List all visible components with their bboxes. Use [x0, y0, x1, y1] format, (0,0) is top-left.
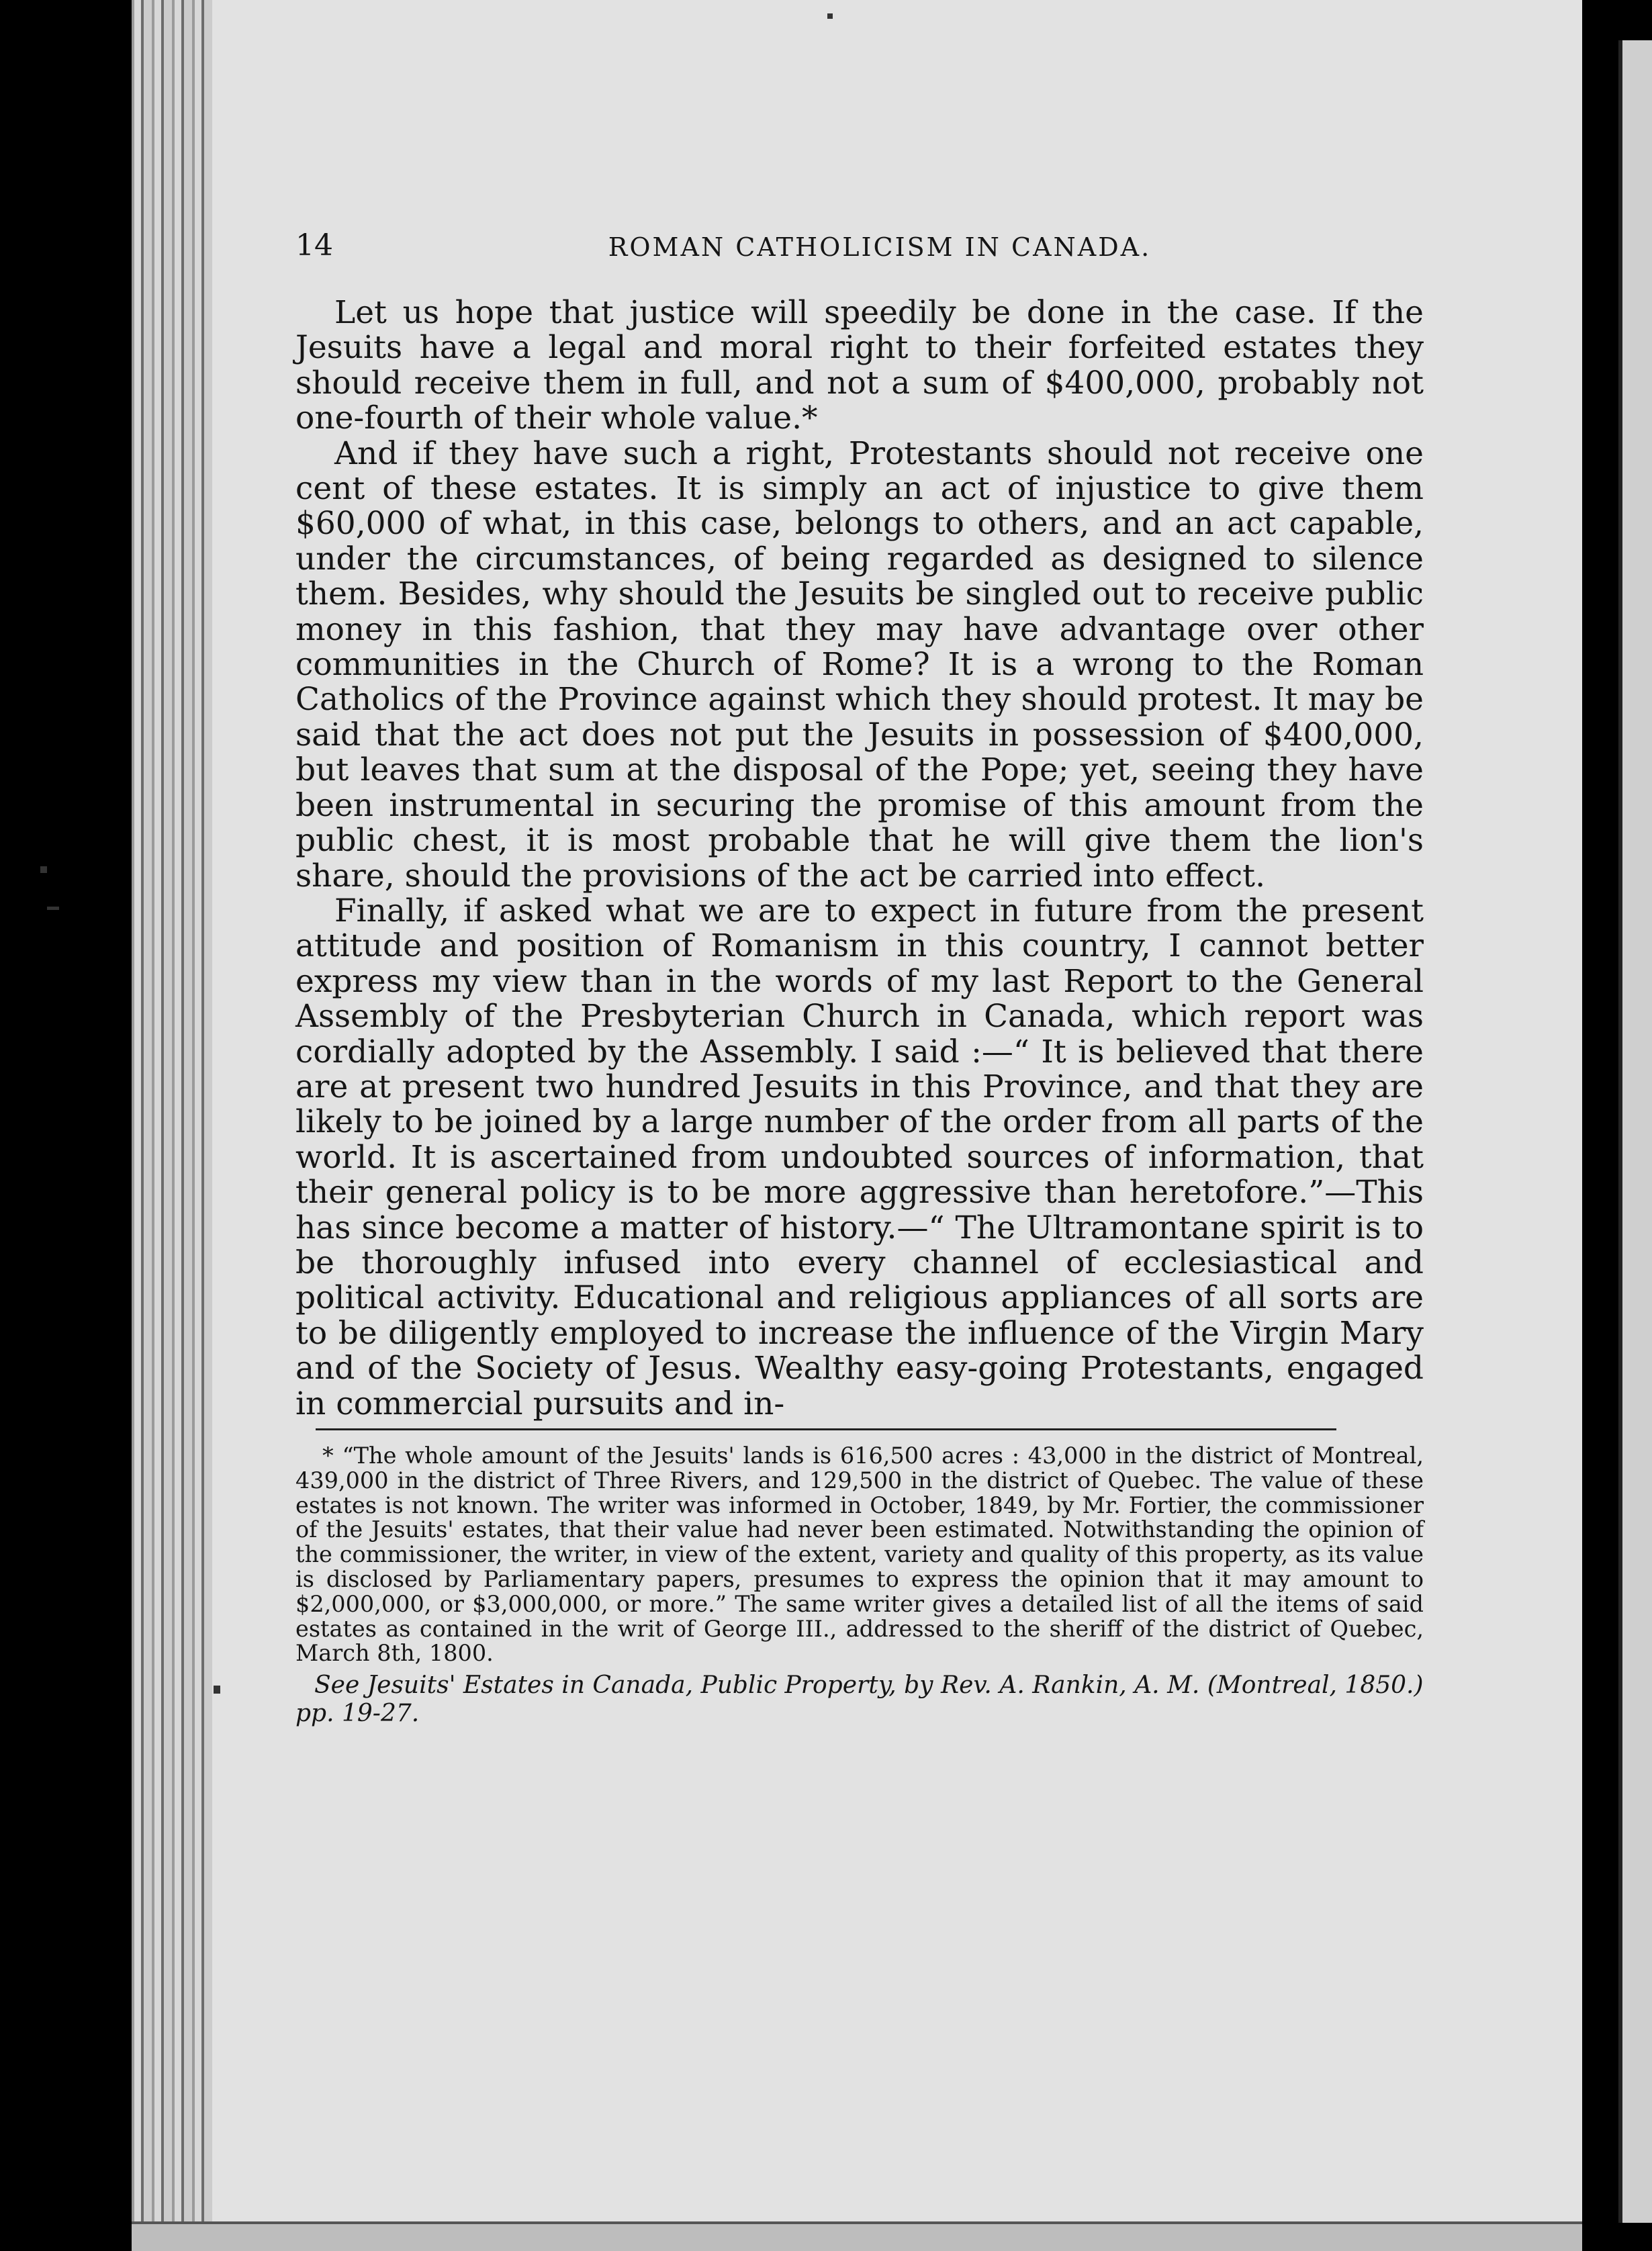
- page-content: [295, 228, 1424, 1728]
- body-paragraph: Finally, if asked what we are to expect in future from the present attitude and position of Romanism in this country, I cannot better express my view than in the words of my last Report to the General Assembly of the Presbyterian Church in Canada, which report was cordially adopted by the Assembly. I said :—“ It is believed that there are at present two hundred Jesuits in this Province, and that they are likely to be joined by a large number of the order from all parts of the world. It is ascertained from undoubted sources of information, that their general policy is to be more aggressive than heretofore.”—This has since become a matter of history.—“ The Ultramontane spirit is to be thoroughly infused into every channel of ecclesiastical and political activity. Educational and religious appliances of all sorts are to be diligently employed to increase the influence of the Virgin Mary and of the Society of Jesus. Wealthy easy-going Protestants, engaged in commercial pursuits and in-: [295, 892, 1424, 1422]
- footnote-citation: See Jesuits' Estates in Canada, Public Property, by Rev. A. Rankin, A. M. (Montreal, 1850.) pp. 19-27.: [295, 1671, 1424, 1728]
- page-number: 14: [295, 228, 333, 263]
- scan-speck: [827, 13, 833, 19]
- page-edges: [132, 0, 212, 2251]
- scan-speck: [47, 907, 59, 910]
- footnote-text: * “The whole amount of the Jesuits' lands is 616,500 acres : 43,000 in the district of Montreal, 439,000 in the district of Three Rivers, and 129,500 in the district of Quebec. The value of these estates is not known. The writer was informed in October, 1849, by Mr. Fortier, the commissioner of the Jesuits' estates, that their value had never been estimated. Notwithstanding the opinion of the commissioner, the writer, in view of the extent, variety and quality of this property, as its value is disclosed by Parliamentary papers, presumes to express the opinion that it may amount to $2,000,000, or $3,000,000, or more.” The same writer gives a detailed list of all the items of said estates as contained in the writ of George III., addressed to the sheriff of the district of Quebec, March 8th, 1800.: [295, 1442, 1424, 1667]
- scan-speck: [40, 866, 47, 873]
- footnote-divider: [316, 1428, 1336, 1430]
- page-bottom-edge: [132, 2221, 1582, 2251]
- body-paragraph: Let us hope that justice will speedily be done in the case. If the Jesuits have a legal and moral right to their forfeited estates they should receive them in full, and not a sum of $400,000, probably not one-fourth of their whole value.*: [295, 294, 1424, 437]
- running-title: ROMAN CATHOLICISM IN CANADA.: [608, 232, 1152, 262]
- facing-page-edge: [1618, 40, 1652, 2223]
- scan-speck: [214, 1686, 220, 1694]
- page-header: [295, 228, 1424, 282]
- body-paragraph: And if they have such a right, Protestants should not receive one cent of these estates. It is simply an act of injustice to give them $60,000 of what, in this case, belongs to others, and an act capable, under the circumstances, of being regarded as designed to silence them. Besides, why should the Jesuits be singled out to receive public money in this fashion, that they may have advantage over other communities in the Church of Rome? It is a wrong to the Roman Catholics of the Province against which they should protest. It may be said that the act does not put the Jesuits in possession of $400,000, but leaves that sum at the disposal of the Pope; yet, seeing they have been instrumental in securing the promise of this amount from the public chest, it is most probable that he will give them the lion's share, should the provisions of the act be carried into effect.: [295, 434, 1424, 894]
